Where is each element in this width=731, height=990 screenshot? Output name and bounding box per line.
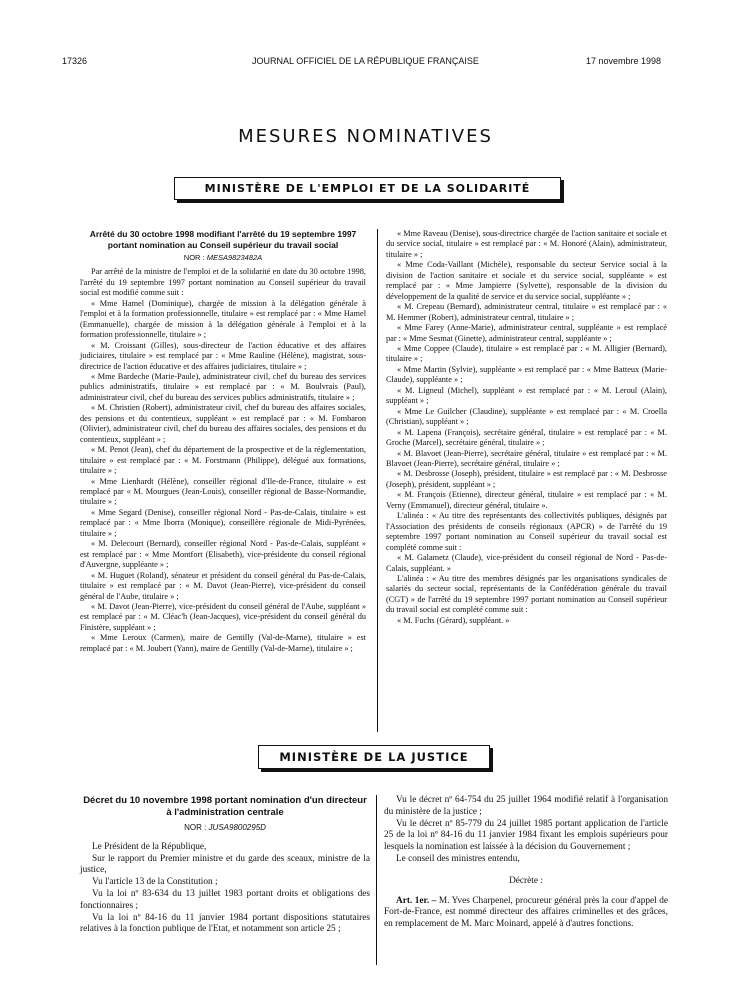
decret-paragraph: Le conseil des ministres entendu, [396, 853, 520, 864]
arrete-paragraph: « Mme Leroux (Carmen), maire de Gentilly (Val-de-Marne), titulaire » est remplacé par : « M. Joubert (Yann), maire de Gentilly (Val-de-Marne), titulaire » ; [80, 633, 366, 653]
arrete-nor-code: MESA9823482A [206, 253, 263, 262]
decret-paragraph: Vu le décret nº 85-779 du 24 juillet 1985 portant application de l'article 25 de la loi nº 84-16 du 11 janvier 1984 fixant les emplois supérieurs pour lesquels la nomination est laissée à la décision du Gouvernement ; [384, 818, 668, 853]
arrete-paragraph: « M. Christien (Robert), administrateur civil, chef du bureau des affaires sociales, des pensions et du contentieux, suppléant » est remplacé par : « M. Fombaron (Olivier), administrateur civil, chef du bureau des affaires sociales, des pensions et du contentieux, suppléant » ; [80, 403, 366, 444]
decret-nor [80, 822, 370, 834]
arrete-paragraph: « M. Crepeau (Bernard), administrateur central, titulaire » est remplacé par : « M. Hemmer (Robert), administrateur central, titulaire » ; [386, 302, 667, 322]
arrete-paragraph: Par arrêté de la ministre de l'emploi et de la solidarité en date du 30 octobre 1998, l'arrêté du 19 septembre 1997 portant nomination au Conseil supérieur du travail social est modifié comme suit : [80, 267, 366, 298]
decret-paragraph: Sur le rapport du Premier ministre et du garde des sceaux, ministre de la justice, [80, 853, 370, 876]
arrete-paragraph: « M. Delecourt (Bernard), conseiller régional Nord - Pas-de-Calais, suppléant » est remplacé par : « Mme Montfort (Elisabeth), vice-présidente du conseil régional d'Auvergne, suppléante » ; [80, 539, 366, 570]
decret-nor-label: NOR : [184, 823, 207, 832]
arrete-paragraph: « M. Desbrosse (Joseph), président, titulaire » est remplacé par : « M. Desbrosse (Joseph), président, suppléant » ; [386, 469, 667, 489]
decrete-line: Décrète : [509, 875, 543, 886]
arrete-left-paragraphs [80, 267, 366, 654]
arrete-paragraph: « Mme Hamel (Dominique), chargée de mission à la délégation générale à l'emploi et à la formation professionnelle, titulaire » est remplacé par : « Mme Hamel (Emmanuelle), chargée de mission à la délégation générale à l'emploi et à la formation professionnelle, titulaire » ; [80, 298, 366, 340]
decret-paragraph: Le Président de la République, [92, 841, 207, 852]
column-divider-2 [376, 795, 377, 965]
arrete-nor-label: NOR : [183, 253, 205, 262]
decret-left-column [80, 795, 370, 936]
ministry-justice-banner [258, 745, 490, 769]
arrete-right-column [386, 229, 667, 626]
arrete-paragraph: « M. François (Etienne), directeur général, titulaire » est remplacé par : « M. Verny (Emmanuel), directeur général, titulaire ». [386, 490, 667, 510]
arrete-left-column [80, 229, 366, 654]
decret-right-paragraphs [384, 795, 668, 866]
arrete-paragraph: « Mme Coppee (Claude), titulaire » est remplacé par : « M. Alligier (Bernard), titulaire » ; [386, 343, 667, 364]
arrete-paragraph: L'alinéa : « Au titre des membres désignés par les organisations syndicales de salariés du secteur social, représentants de la Confédération générale du travail (CGT) » de l'arrêté du 19 septembre 1997 portant nomination au Conseil supérieur du travail social est complété comme suit : [386, 573, 667, 615]
decret-left-paragraphs [80, 842, 370, 936]
arrete-paragraph: « M. Ligneul (Michel), suppléant » est remplacé par : « M. Leroul (Alain), suppléant » ; [386, 385, 667, 406]
arrete-paragraph: « Mme Raveau (Denise), sous-directrice chargée de l'action sanitaire et sociale et du service social, titulaire » est remplacé par : « M. Honoré (Alain), administrateur, titulaire » ; [386, 229, 667, 259]
ministry-emploi-label: MINISTÈRE DE L'EMPLOI ET DE LA SOLIDARITÉ [204, 182, 531, 195]
arrete-paragraph: « M. Fuchs (Gérard), suppléant. » [397, 615, 510, 625]
column-divider [377, 229, 378, 732]
decret-paragraph: Vu le décret nº 64-754 du 25 juillet 1964 modifié relatif à l'organisation du ministère de la justice ; [384, 795, 668, 817]
article-1-text: M. Yves Charpenel, procureur général près la cour d'appel de Fort-de-France, est nommé directeur des affaires criminelles et des grâces, en remplacement de M. Marc Moinard, appelé à d'autres fonctions. [384, 895, 668, 930]
arrete-paragraph: « Mme Martin (Sylvie), suppléante » est remplacé par : « Mme Batteux (Marie-Claude), suppléante » ; [386, 364, 667, 385]
arrete-paragraph: « M. Blavoet (Jean-Pierre), secrétaire général, titulaire » est remplacé par : « M. Blavoet (Jean-Pierre), secrétaire général, titulaire » ; [386, 448, 667, 468]
arrete-paragraph: « Mme Lienhardt (Hélène), conseiller régional d'Ile-de-France, titulaire » est remplacé par « M. Mourgues (Jean-Louis), conseiller régional de Basse-Normandie, titulaire » ; [80, 476, 366, 507]
decret-nor-code: JUSA9800295D [208, 823, 266, 832]
arrete-paragraph: « Mme Farey (Anne-Marie), administrateur central, suppléante » est remplacé par : « Mme Sesmat (Ginette), administrateur central, suppléante » ; [386, 323, 667, 343]
arrete-paragraph: « M. Penot (Jean), chef du département de la prospective et de la réglementation, titulaire » est remplacé par : « M. Forstmann (Philippe), délégué aux formations, titulaire » ; [80, 445, 366, 476]
ministry-justice-label: MINISTÈRE DE LA JUSTICE [279, 750, 469, 764]
page-number: 17326 [62, 56, 88, 66]
arrete-paragraph: « Mme Le Guilcher (Claudine), suppléante » est remplacé par : « M. Croella (Christian), suppléant » ; [386, 406, 667, 427]
arrete-nor [80, 253, 366, 263]
arrete-right-paragraphs [386, 229, 667, 626]
article-1-label: Art. 1er. – [396, 895, 437, 906]
journal-date: 17 novembre 1998 [585, 56, 661, 66]
arrete-paragraph: « M. Davot (Jean-Pierre), vice-président du conseil général de l'Aube, suppléant » est remplacé par : « M. Cléac'h (Jean-Jacques), vice-président du conseil général du Finistère, suppléant » ; [80, 601, 366, 632]
arrete-paragraph: « M. Croissant (Gilles), sous-directeur de l'action éducative et des affaires judiciaires, titulaire » est remplacé par : « Mme Rauline (Hélène), magistrat, sous-directrice de l'action éducative et des affaires judiciaires, titulaire » ; [80, 340, 366, 371]
decret-paragraph: Vu la loi nº 83-634 du 13 juillet 1983 portant droits et obligations des fonctionnaires ; [80, 888, 370, 911]
arrete-paragraph: « Mme Bardeche (Marie-Paule), administrateur civil, chef du bureau des services publics administratifs, titulaire » est remplacé par : « M. Boulvrais (Paul), administrateur civil, chef du bureau des services publics administratifs, titulaire » ; [80, 371, 366, 402]
arrete-paragraph: « Mme Coda-Vaillant (Michèle), responsable du secteur Service social à la division de l'action sanitaire et sociale et du service social, suppléante » est remplacé par : « Mme Jampierre (Sylvette), responsable de la division du développement de la qualité de service et du service social, suppléante » ; [386, 260, 667, 301]
journal-title: JOURNAL OFFICIEL DE LA RÉPUBLIQUE FRANÇAISE [252, 56, 479, 66]
decret-right-column [384, 795, 668, 931]
ministry-emploi-banner [174, 177, 561, 200]
decret-paragraph: Vu la loi nº 84-16 du 11 janvier 1984 portant dispositions statutaires relatives à la fonction publique de l'Etat, et notamment son article 25 ; [80, 912, 370, 935]
arrete-paragraph: L'alinéa : « Au titre des représentants des collectivités publiques, désignés par l'Association des présidents de conseils régionaux (APCR) » de l'arrêté du 19 septembre 1997 portant nomination au Conseil supérieur du travail social est complété comme suit : [386, 511, 667, 552]
arrete-paragraph: « M. Galametz (Claude), vice-président du conseil régional de Nord - Pas-de-Calais, suppléant. » [386, 553, 667, 573]
article-1 [384, 896, 668, 931]
arrete-paragraph: « Mme Segard (Denise), conseiller régional Nord - Pas-de-Calais, titulaire » est remplacé par : « Mme Iborra (Monique), conseillère régionale de Midi-Pyrénées, titulaire » ; [80, 507, 366, 538]
arrete-title: Arrêté du 30 octobre 1998 modifiant l'arrêté du 19 septembre 1997 portant nomination au Conseil supérieur du travail social [89, 229, 357, 250]
arrete-paragraph: « M. Huguet (Roland), sénateur et président du conseil général du Pas-de-Calais, titulaire » est remplacé par : « M. Davot (Jean-Pierre), vice-président du conseil général de l'Aube, titulaire » ; [80, 570, 366, 601]
decret-title: Décret du 10 novembre 1998 portant nomination d'un directeur à l'administration centrale [83, 795, 367, 818]
decret-paragraph: Vu l'article 13 de la Constitution ; [92, 877, 218, 888]
section-title: MESURES NOMINATIVES [238, 126, 493, 147]
arrete-paragraph: « M. Lapena (François), secrétaire général, titulaire » est remplacé par : « M. Groche (Marcel), secrétaire général, titulaire » ; [386, 427, 667, 448]
